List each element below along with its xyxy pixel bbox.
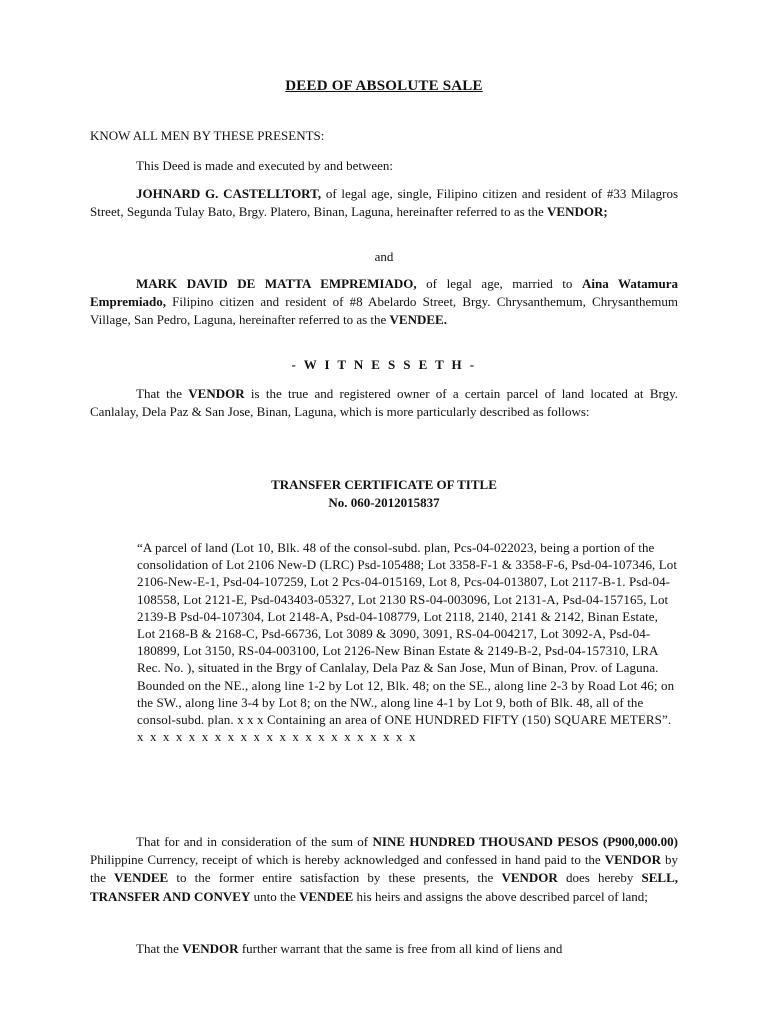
property-description-text: “A parcel of land (Lot 10, Blk. 48 of the consol-subd. plan, Pcs-04-022023, being a portion of the consolidation of Lot 2106 New-D (LRC) Psd-105488; Lot 3358-F-1 & 3358-F-6, Psd-04-107346, Lot 2106-New-E-1, Psd-04-107259, Lot 2 Pcs-04-015169, Lot 8, Pcs-04-013807, Lot 2117-B-1. Psd-04-108558, Lot 2121-E, Psd-043403-05327, Lot 2130 RS-04-003096, Lot 2131-A, Psd-04-157165, Lot 2139-B Psd-04-107304, Lot 2148-A, Psd-04-108779, Lot 2118, 2140, 2141 & 2142, Binan Estate, Lot 2168-B & 2168-C, Psd-66736, Lot 3089 & 3090, 3091, RS-04-004217, Lot 3092-A, Psd-04-180899, Lot 3150, RS-04-003100, Lot 2126-New Binan Estate & 2149-B-2, Psd-04-157310, LRA Rec. No. ), situated in the Brgy of Canlalay, Dela Paz & San Jose, Mun of Binan, Prov. of Laguna. Bounded on the NE., along line 1-2 by Lot 12, Blk. 48; on the SE., along line 2-3 by Road Lot 46; on the SW., along line 3-4 by Lot 8; on the NW., along line 4-1 by Lot 9, both of Blk. 48, all of the consol-subd. plan. x x x Containing an area of ONE HUNDRED FIFTY (150) SQUARE METERS”. bbox=[137, 540, 678, 728]
ownership-a: That the bbox=[136, 386, 189, 401]
consideration-g: his heirs and assigns the above described parcel of land; bbox=[353, 888, 648, 904]
consideration-paragraph bbox=[90, 833, 678, 906]
warranty-a: That the bbox=[136, 941, 183, 956]
property-description-tail: x x x x x x x x x x x x x x x x x x x x x x bbox=[137, 729, 418, 745]
vendor-role: VENDOR; bbox=[547, 204, 608, 220]
consideration-action: SELL, TRANSFER AND CONVEY bbox=[90, 870, 678, 904]
vendee-role: VENDEE. bbox=[389, 312, 447, 328]
document-title: DEED OF ABSOLUTE SALE bbox=[285, 78, 483, 94]
and-separator: and bbox=[374, 249, 394, 264]
tct-heading-block bbox=[90, 476, 678, 512]
consideration-e: does hereby bbox=[557, 870, 642, 886]
vendee-party-paragraph bbox=[90, 275, 678, 330]
consideration-vendor: VENDOR bbox=[604, 852, 662, 868]
witnesseth-text: - W I T N E S S E T H - bbox=[291, 357, 477, 372]
property-description bbox=[137, 539, 678, 745]
consideration-amount: NINE HUNDRED THOUSAND PESOS (P900,000.00) bbox=[372, 834, 678, 849]
warranty-paragraph bbox=[90, 940, 678, 958]
consideration-b: Philippine Currency, receipt of which is hereby acknowledged and confessed in hand paid to the bbox=[90, 852, 605, 868]
vendee-spouse: Aina Watamura Empremiado, bbox=[90, 276, 678, 310]
tct-number: No. 060-2012015837 bbox=[328, 495, 440, 510]
vendee-name: MARK DAVID DE MATTA EMPREMIADO, bbox=[136, 276, 417, 291]
vendor-details: of legal age, single, Filipino citizen and resident of #33 Milagros Street, Segunda Tulay Bato, Brgy. Platero, Binan, Laguna, hereinafter referred to as the bbox=[90, 186, 679, 220]
consideration-vendee-2: VENDEE bbox=[299, 888, 354, 904]
ownership-vendor: VENDOR bbox=[188, 386, 245, 401]
consideration-d: to the former entire satisfaction by these presents, the bbox=[168, 870, 502, 886]
warranty-vendor: VENDOR bbox=[182, 941, 239, 956]
tct-heading: TRANSFER CERTIFICATE OF TITLE bbox=[271, 477, 497, 492]
warranty-b: further warrant that the same is free from all kind of liens and bbox=[238, 941, 563, 956]
vendee-details-a: of legal age, married to bbox=[416, 276, 582, 291]
ownership-b: is the true and registered owner of a certain parcel of land located at Brgy. Canlalay, Dela Paz & San Jose, Binan, Laguna, which is more particularly described as follows: bbox=[90, 386, 678, 420]
vendor-name: JOHNARD G. CASTELLTORT, bbox=[136, 186, 322, 201]
intro-paragraph: This Deed is made and executed by and between: bbox=[136, 158, 394, 173]
witnesseth-heading bbox=[90, 356, 678, 374]
consideration-a: That for and in consideration of the sum of bbox=[136, 834, 373, 849]
consideration-c: by the bbox=[90, 852, 679, 886]
vendee-details-b: Filipino citizen and resident of #8 Abelardo Street, Brgy. Chrysanthemum, Chrysanthemum Village, San Pedro, Laguna, hereinafter referred to as the bbox=[90, 294, 678, 328]
consideration-vendee: VENDEE bbox=[114, 870, 169, 886]
ownership-paragraph bbox=[90, 385, 678, 421]
opening-line: KNOW ALL MEN BY THESE PRESENTS: bbox=[90, 128, 325, 143]
consideration-vendor-2: VENDOR bbox=[501, 870, 558, 886]
vendor-party-paragraph bbox=[90, 185, 678, 221]
consideration-f: unto the bbox=[250, 888, 300, 904]
